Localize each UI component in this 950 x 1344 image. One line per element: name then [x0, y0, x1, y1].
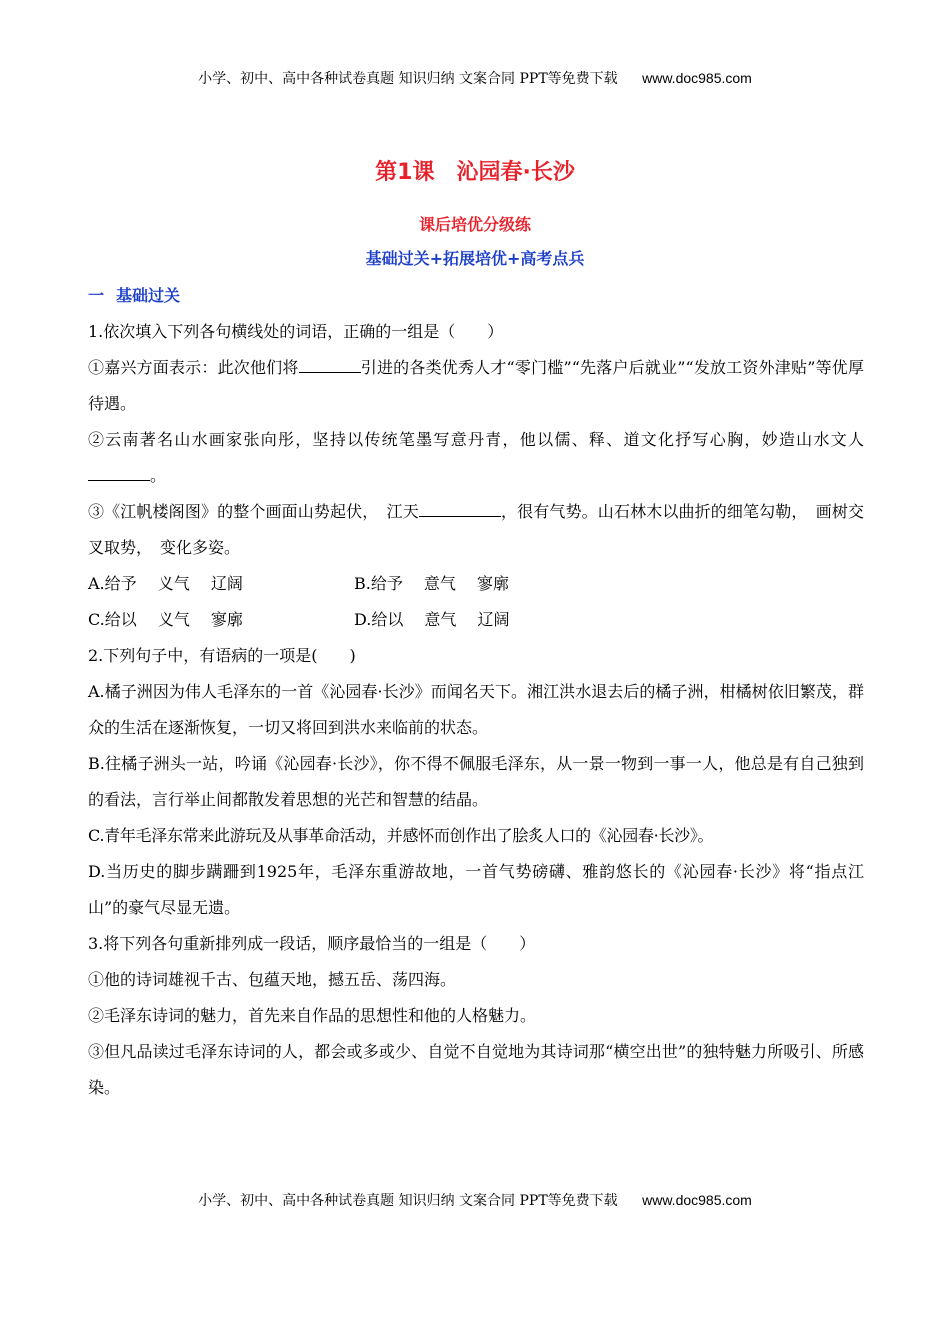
- question-content: [88, 314, 864, 1106]
- option-c: C.给以 义气 寥廓: [88, 610, 243, 629]
- option-d: D.给以 意气 辽阔: [354, 610, 510, 629]
- q3-sentence-2: ②毛泽东诗词的魅力，首先来自作品的思想性和他的人格魅力。: [88, 1006, 537, 1025]
- q2-option-c: C.青年毛泽东常来此游玩及从事革命活动，并感怀而创作出了脍炙人口的《沁园春·长沙》。: [88, 826, 714, 845]
- q3-stem: 3.将下列各句重新排列成一段话，顺序最恰当的一组是（ ）: [88, 934, 536, 953]
- q1-stem: 1.依次填入下列各句横线处的词语，正确的一组是（ ）: [88, 322, 504, 341]
- page-footer: [0, 1190, 950, 1210]
- q3-sentence-3: ③但凡品读过毛泽东诗词的人，都会或多或少、自觉不自觉地为其诗词那“横空出世”的独特魅力所吸引、所感染。: [88, 1042, 864, 1097]
- q3-sentence-1: ①他的诗词雄视千古、包蕴天地，撼五岳、荡四海。: [88, 970, 457, 989]
- q2-stem: 2.下列句子中，有语病的一项是( ): [88, 646, 356, 665]
- option-a: A.给予 义气 辽阔: [88, 574, 243, 593]
- blank-3: [419, 494, 501, 517]
- page-header: [0, 68, 950, 88]
- q1-sentence-2: ②云南著名山水画家张向彤，坚持以传统笔墨写意丹青，他以儒、释、道文化抒写心胸，妙造山水文人。: [88, 430, 864, 485]
- section-marker: 一: [88, 286, 105, 305]
- lesson-subtitle-2: 基础过关+拓展培优+高考点兵: [365, 249, 585, 268]
- q2-option-b: B.往橘子洲头一站，吟诵《沁园春·长沙》，你不得不佩服毛泽东，从一景一物到一事一人，他总是有自己独到的看法，言行举止间都散发着思想的光芒和智慧的结晶。: [88, 754, 864, 809]
- option-b: B.给予 意气 寥廓: [354, 574, 510, 593]
- q2-option-d: D.当历史的脚步蹒跚到1925年，毛泽东重游故地，一首气势磅礴、雅韵悠长的《沁园春·长沙》将“指点江山”的豪气尽显无遗。: [88, 862, 864, 917]
- lesson-subtitle: 课后培优分级练: [418, 215, 531, 234]
- q1-options-row-1: [88, 566, 864, 602]
- q1-sentence-1: ①嘉兴方面表示：此次他们将 引进的各类优秀人才“零门槛”“先落户后就业”“发放工资外津贴”等优厚待遇。: [88, 350, 864, 422]
- q1-sentence-3: ③《江帆楼阁图》的整个画面山势起伏， 江天 ，很有气势。山石林木以曲折的细笔勾勒， 画树交叉取势， 变化多姿。: [88, 494, 864, 566]
- lesson-title: 第1课 沁园春·长沙: [375, 160, 575, 185]
- section-heading: [88, 283, 180, 306]
- header-text: 小学、初中、高中各种试卷真题 知识归纳 文案合同 PPT等免费下载: [198, 71, 618, 87]
- header-url[interactable]: www.doc985.com: [642, 70, 752, 86]
- q1-options-row-2: [88, 602, 864, 638]
- blank-2: [88, 458, 150, 481]
- q2-option-a: A.橘子洲因为伟人毛泽东的一首《沁园春·长沙》而闻名天下。湘江洪水退去后的橘子洲，柑橘树依旧繁茂，群众的生活在逐渐恢复，一切又将回到洪水来临前的状态。: [88, 682, 864, 737]
- blank-1: [299, 350, 361, 373]
- footer-text: 小学、初中、高中各种试卷真题 知识归纳 文案合同 PPT等免费下载: [198, 1193, 618, 1209]
- footer-url[interactable]: www.doc985.com: [642, 1192, 752, 1208]
- section-label: 基础过关: [116, 286, 181, 305]
